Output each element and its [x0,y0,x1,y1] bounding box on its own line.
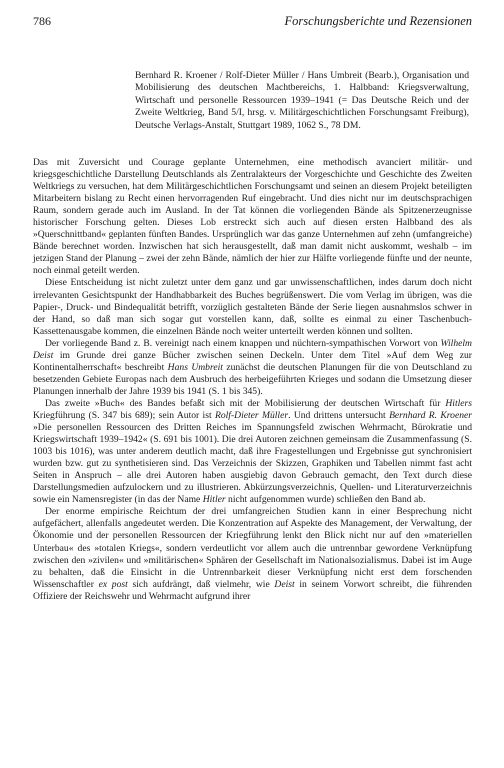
author-name: Deist [274,578,295,590]
latin-phrase: ex post [98,578,128,590]
paragraph [33,338,472,398]
text-span: sich aufdrängt, daß vielmehr, wie [127,578,275,590]
paragraph: Das mit Zuversicht und Courage geplante Unternehmen, eine methodisch avanciert militär- und kriegsgeschichtliche Darstellung Deutschlands als Zentralakteurs der Vorgeschichte und Geschichte des Zweiten Weltkriegs zu versuchen, hat dem Militärgeschichtlichen Forschungsamt und seinen an diesem Projekt beteiligten Mitarbeitern bislang zu Recht einen hervorragenden Ruf eingebracht. Und dies nicht nur im deutschsprachigen Raum, sondern gerade auch im Ausland. In der Tat können die vorliegenden Bände als Spitzenerzeugnisse historischer Forschung gelten. Dieses Lob erstreckt sich auch auf diesen ersten Halbband des als »Querschnittband« geplanten fünften Bandes. Ursprünglich war das ganze Unternehmen auf zehn (umfangreiche) Bände berechnet worden. Inzwischen hat sich herausgestellt, daß man damit nicht auskommt, weshalb – im jetzigen Stand der Planung – zwei der zehn Bände, nämlich der hier zur Hälfte vorliegende fünfte und der neunte, noch einmal geteilt werden. [33,157,472,277]
page-number: 786 [33,14,51,28]
author-name: Hans Umbreit [167,361,223,373]
page-header [33,14,472,32]
text-span: Der enorme empirische Reichtum der drei umfangreichen Studien kann in einer Besprechung nicht aufgefächert, allenfalls angedeutet werden. Die Konzentration auf Aspekte des Management, der Verwaltung, der Ökonomie und der personellen Ressourcen der Kriegführung lenkt den Blick nicht nur auf den »materiellen Unterbau« des »totalen Kriegs«, sondern verdeutlicht vor allem auch die untrennbar gewordene Verknüpfung zwischen den »zivilen« und »militärischen« Sphären der Gesellschaft im Nationalsozialismus. Dabei ist im Auge zu behalten, daß die Einsicht in die Untrennbarkeit dieser Verknüpfung nicht erst dem forschenden Wissenschaftler [33,506,472,590]
text-span: nicht aufgenommen wurde) schließen den Band ab. [225,494,426,506]
paragraph [33,506,472,602]
text-span: »Die personellen Ressourcen des Dritten Reiches im Spannungsfeld zwischen Wehrmacht, Bürokratie und Kriegswirtschaft 1939–1942« (S. 691 bis 1001). Die drei Autoren zeichnen gemeinsam die Zusammenfassung (S. 1003 bis 1016), was unter anderem deutlich macht, daß ihre Fragestellungen und Ergebnisse gut synchronisiert wurden bzw. gut zu synthetisieren sind. Das Verzeichnis der Skizzen, Graphiken und Tabellen nimmt fast acht Seiten in Anspruch – alle drei Autoren haben ausgiebig davon Gebrauch gemacht, den Text durch diese Darstellungsmedien aufzulockern und zu illustrieren. Abkürzungsverzeichnis, Quellen- und Literaturverzeichnis sowie ein Namensregister (in das der Name [33,422,472,506]
running-title: Forschungsberichte und Rezensionen [284,14,472,28]
person-name: Hitler [202,494,226,506]
paragraph [33,398,472,506]
text-span: Der vorliegende Band z. B. vereinigt nach einem knappen und nüchtern-sympathischen Vorwort von [45,337,441,349]
author-name: Wilhelm Deist [33,337,472,361]
text-span: in seinem Vorwort schreibt, die führenden Offiziere der Reichswehr und Wehrmacht aufgrund ihrer [33,578,472,602]
text-span: . Und drittens untersucht [288,409,390,421]
paragraph: Diese Entscheidung ist nicht zuletzt unter dem ganz und gar unwissenschaftlichen, indes darum doch nicht irrelevanten Gesichtspunkt der Handhabbarkeit des Buches begrüßenswert. Die vom Verlag im übrigen, was die Papier-, Druck- und Bindequalität betrifft, vorzüglich gestalteten Bände der Serie liegen ausnahmslos schwer in der Hand, so daß man sich sogar gut vorstellen kann, daß, sollte es einmal zu einer Taschenbuch-Kassettenausgabe kommen, die einzelnen Bände noch weiter unterteilt werden können und sollten. [33,277,472,337]
review-body [33,157,472,603]
author-name: Bernhard R. Kroener [389,409,473,421]
person-name: Hitlers [445,397,472,409]
text-span: Das zweite »Buch« des Bandes befaßt sich mit der Mobilisierung der deutschen Wirtschaft für [45,397,446,409]
author-name: Rolf-Dieter Müller [214,409,289,421]
text-span: im Grunde drei ganze Bücher zwischen seinen Deckeln. Unter dem Titel »Auf dem Weg zur Kontinentalherrschaft« beschreibt [33,349,472,373]
text-span: zunächst die deutschen Planungen für die von Deutschland zu besetzenden Gebiete Europas nach dem Ausbruch des herbeigeführten Krieges und sodann die Umsetzung dieser Planungen innerhalb der Jahre 1939 bis 1941 (S. 1 bis 345). [33,361,472,397]
bibliographic-entry: Bernhard R. Kroener / Rolf-Dieter Müller / Hans Umbreit (Bearb.), Organisation und Mobilisierung des deutschen Machtbereichs, 1. Halbband: Kriegsverwaltung, Wirtschaft und personelle Ressourcen 1939–1941 (= Das Deutsche Reich und der Zweite Weltkrieg, Band 5/I, hrsg. v. Militärgeschichtlichen Forschungsamt Freiburg), Deutsche Verlags-Anstalt, Stuttgart 1989, 1062 S., 78 DM. [135,70,469,131]
text-span: Kriegführung (S. 347 bis 689); sein Autor ist [33,409,215,421]
